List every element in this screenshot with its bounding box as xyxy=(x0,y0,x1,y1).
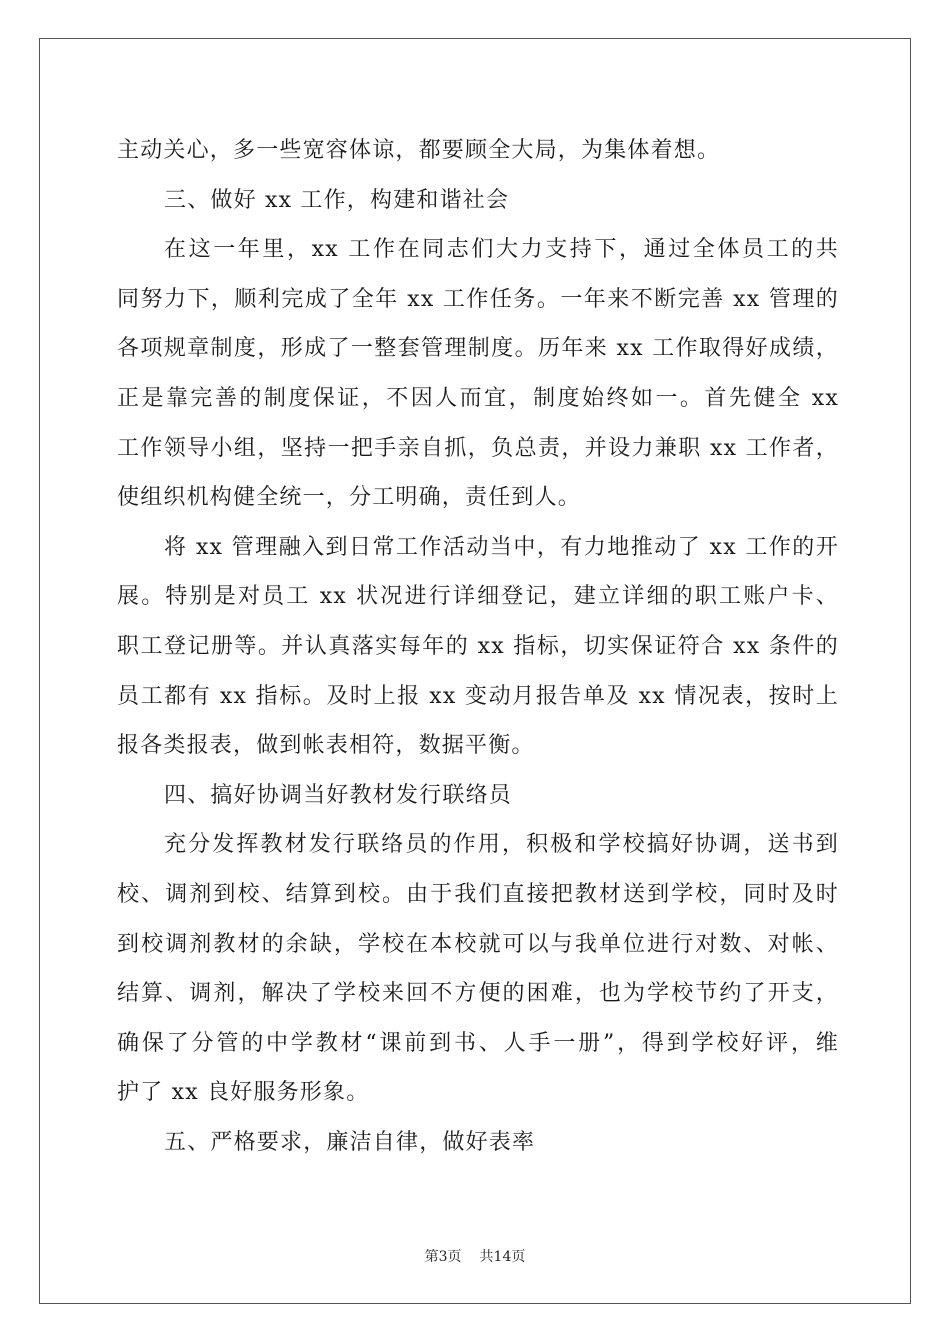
document-body xyxy=(117,126,839,1167)
text-line: 到校调剂教材的余缺，学校在本校就可以与我单位进行对数、对帐、 xyxy=(117,931,839,957)
text-line: 报各类报表，做到帐表相符，数据平衡。 xyxy=(117,733,535,759)
text-line: 员工都有 xx 指标。及时上报 xx 变动月报告单及 xx 情况表，按时上 xyxy=(117,683,839,709)
text-line: 护了 xx 良好服务形象。 xyxy=(117,1080,370,1106)
page-number: 第3页 xyxy=(424,1249,462,1265)
text-line: 四、搞好协调当好教材发行联络员 xyxy=(164,782,513,808)
text-line: 展。特别是对员工 xx 状况进行详细登记，建立详细的职工账户卡、 xyxy=(117,584,839,610)
text-line: 正是靠完善的制度保证，不因人而宜，制度始终如一。首先健全 xx xyxy=(117,385,839,411)
text-line: 结算、调剂，解决了学校来回不方便的困难，也为学校节约了开支， xyxy=(117,981,839,1007)
page-footer xyxy=(0,1246,950,1266)
text-line: 将 xx 管理融入到日常工作活动当中，有力地推动了 xx 工作的开 xyxy=(164,534,839,560)
text-line: 职工登记册等。并认真落实每年的 xx 指标，切实保证符合 xx 条件的 xyxy=(117,633,839,659)
text-line: 同努力下，顺利完成了全年 xx 工作任务。一年来不断完善 xx 管理的 xyxy=(117,286,839,312)
text-line: 工作领导小组，坚持一把手亲自抓，负总责，并设力兼职 xx 工作者， xyxy=(117,435,839,461)
text-line: 校、调剂到校、结算到校。由于我们直接把教材送到学校，同时及时 xyxy=(117,881,839,907)
text-line: 五、严格要求，廉洁自律，做好表率 xyxy=(164,1129,536,1155)
text-line: 确保了分管的中学教材“课前到书、人手一册”，得到学校好评，维 xyxy=(117,1030,839,1056)
text-line: 三、做好 xx 工作，构建和谐社会 xyxy=(164,187,510,213)
text-line: 各项规章制度，形成了一整套管理制度。历年来 xx 工作取得好成绩， xyxy=(117,336,839,362)
text-line: 在这一年里，xx 工作在同志们大力支持下，通过全体员工的共 xyxy=(164,237,839,263)
page-total: 共14页 xyxy=(479,1249,526,1265)
text-line: 主动关心，多一些宽容体谅，都要顾全大局，为集体着想。 xyxy=(117,138,721,163)
text-line: 充分发挥教材发行联络员的作用，积极和学校搞好协调，送书到 xyxy=(164,832,839,858)
text-line: 使组织机构健全统一，分工明确，责任到人。 xyxy=(117,485,582,511)
